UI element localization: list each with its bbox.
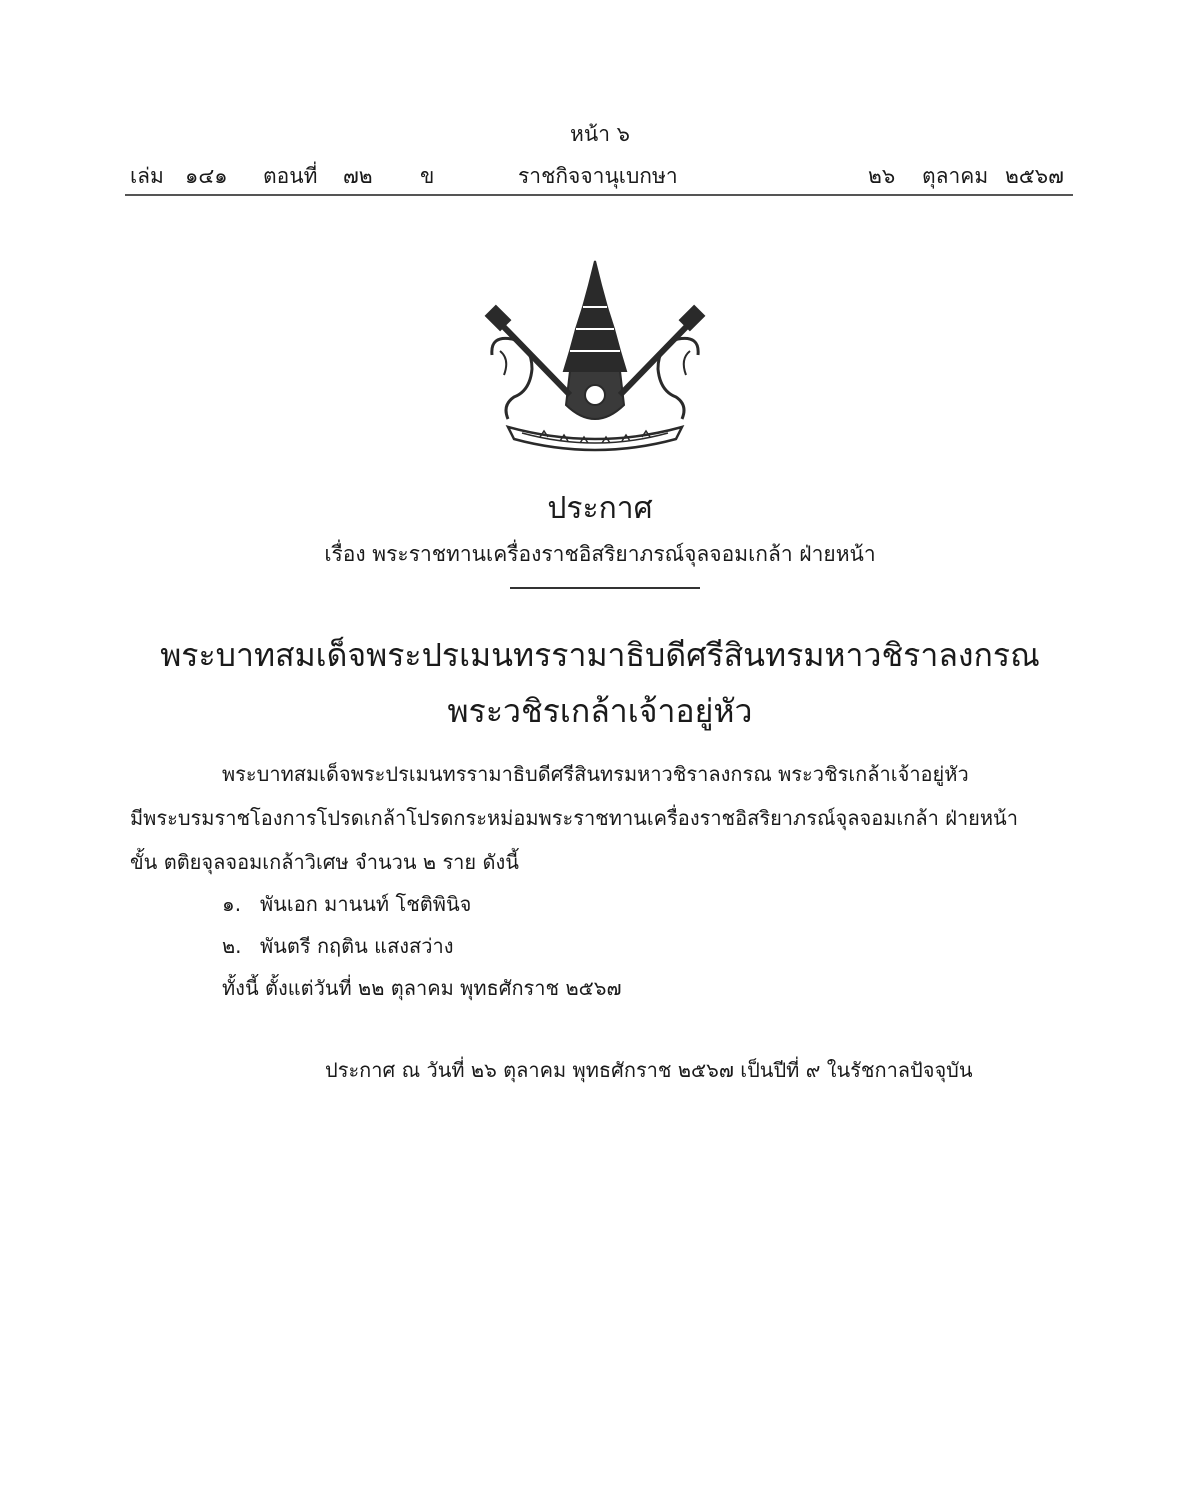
section-number: ๗๒	[343, 164, 373, 188]
recipient-name: พันตรี กฤติน แสงสว่าง	[260, 934, 454, 958]
header-date-year: ๒๕๖๗	[1005, 164, 1064, 188]
volume-label: เล่ม	[130, 164, 164, 188]
paragraph-line-1: พระบาทสมเด็จพระปรเมนทรรามาธิบดีศรีสินทรมหาวชิราลงกรณ พระวชิรเกล้าเจ้าอยู่หัว	[222, 762, 969, 786]
title-divider	[510, 587, 700, 589]
page-number: หน้า ๖	[570, 122, 630, 146]
document-title: ประกาศ	[547, 491, 653, 526]
recipient-name: พันเอก มานนท์ โชติพินิจ	[260, 892, 472, 916]
royal-emblem-icon	[470, 255, 720, 460]
header-divider	[125, 194, 1073, 196]
section-label: ตอนที่	[263, 164, 318, 188]
recipient-number: ๑.	[222, 892, 242, 916]
recipient-number: ๒.	[222, 934, 242, 958]
effective-date: ทั้งนี้ ตั้งแต่วันที่ ๒๒ ตุลาคม พุทธศักราช ๒๕๖๗	[222, 976, 622, 1000]
announcement-date: ประกาศ ณ วันที่ ๒๖ ตุลาคม พุทธศักราช ๒๕๖๗ เป็นปีที่ ๙ ในรัชกาลปัจจุบัน	[325, 1058, 973, 1082]
document-subject: เรื่อง พระราชทานเครื่องราชอิสริยาภรณ์จุลจอมเกล้า ฝ่ายหน้า	[324, 542, 876, 566]
header-date-day: ๒๖	[868, 164, 896, 188]
king-name-line-1: พระบาทสมเด็จพระปรเมนทรรามาธิบดีศรีสินทรมหาวชิราลงกรณ	[160, 636, 1040, 674]
paragraph-line-2: มีพระบรมราชโองการโปรดเกล้าโปรดกระหม่อมพระราชทานเครื่องราชอิสริยาภรณ์จุลจอมเกล้า ฝ่ายหน้า	[130, 806, 1018, 830]
publication-name: ราชกิจจานุเบกษา	[518, 164, 678, 188]
paragraph-line-3: ขั้น ตติยจุลจอมเกล้าวิเศษ จำนวน ๒ ราย ดังนี้	[130, 850, 519, 874]
volume-number: ๑๔๑	[185, 164, 228, 188]
header-date-month: ตุลาคม	[922, 164, 989, 188]
king-name-line-2: พระวชิรเกล้าเจ้าอยู่หัว	[447, 692, 753, 730]
section-type: ข	[420, 164, 435, 188]
